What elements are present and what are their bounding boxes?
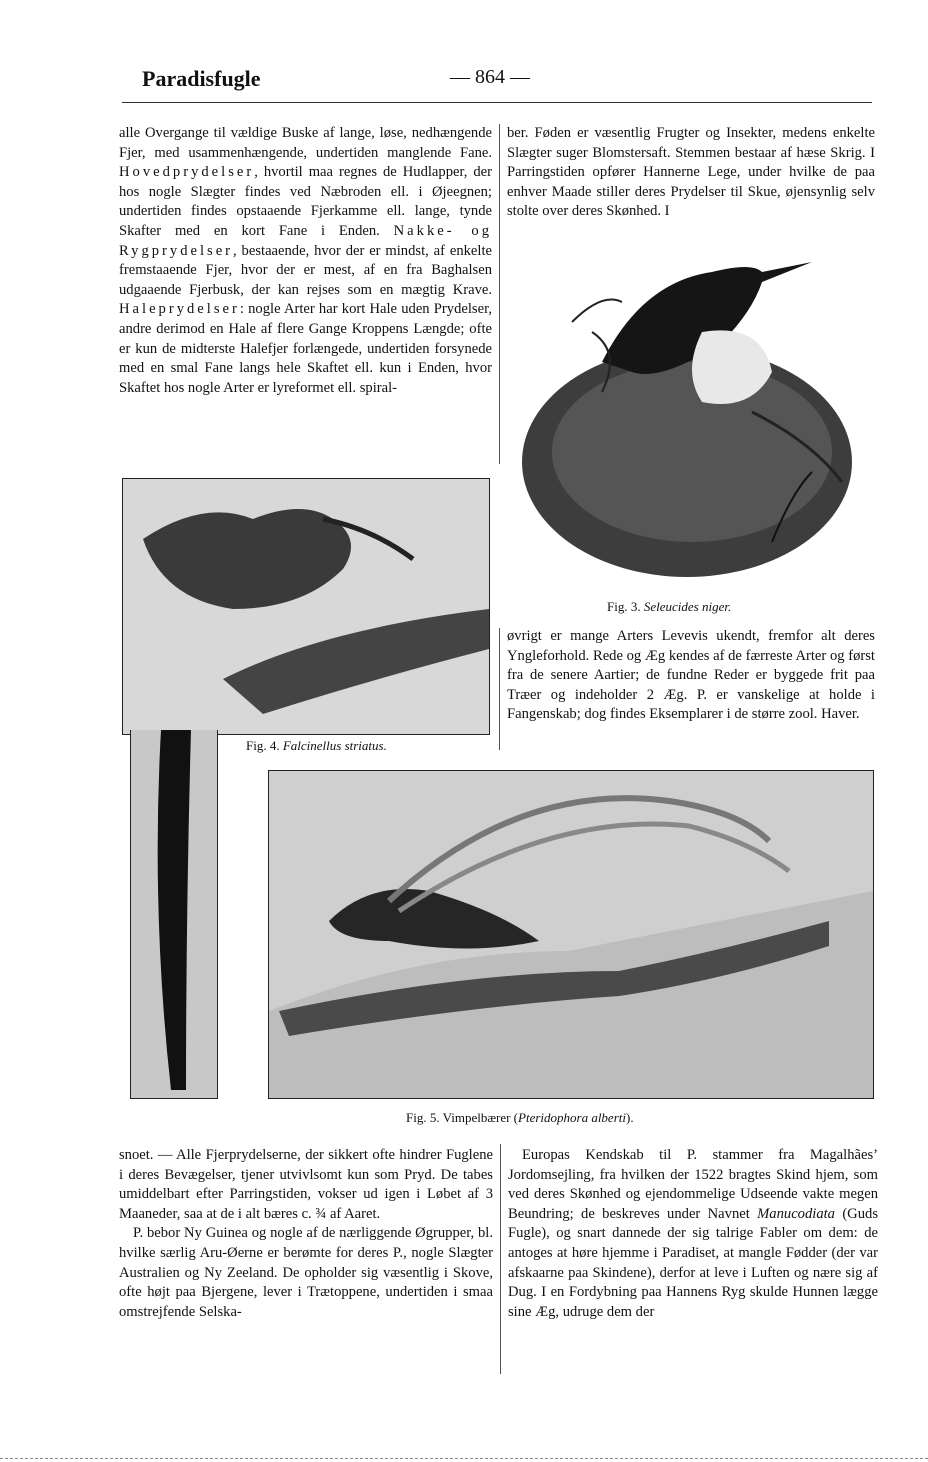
caption-label: Fig. 4. [246,738,280,753]
caption-species: Seleucides niger. [643,599,732,614]
figure-4-photo [122,478,490,735]
text-line: : nogle Arter har kort Hale uden Prydelser, andre derimod en Hale af flere Gange Kroppens Længde; ofte er kun de midterste Halefjer forlængede, undertiden forsynede med en smal Fane langs hele Skaftet ell. kun i Enden, hvor Skaftet hos nogle Arter er lyreformet ell. spiral- [119,301,492,396]
text-line: , hvortil maa regnes de Hudlapper, der hos nogle Slægter findes ved Næbroden ell. i Øjeegnen; undertiden findes opstaaende Fjerkamme ell. lange, tynde Skafter med en kort Fane i Enden. [119,164,492,239]
column-rule [499,124,500,464]
right-column-mid [507,627,875,725]
page-number: — 864 — [450,66,530,88]
caption-label: Fig. 3. [607,599,641,614]
caption-label: Fig. 5. [406,1110,440,1125]
figure-4-tail [130,730,218,1099]
spaced-term: Haleprydelser [119,301,240,318]
body-text-top-left [119,124,492,398]
caption-species: Pteridophora alberti [518,1110,626,1125]
figure-5-photo [268,770,874,1099]
caption-species: Falcinellus striatus. [282,738,387,753]
tail-feathers [131,730,217,1098]
figure-3-caption [607,599,731,615]
pteridophora-alberti-drawing [269,771,873,1098]
text-run: Europas Kendskab til P. stammer fra Magalhães’ Jordomsejling, fra hvilken der 1522 bragtes Skind hjem, som ved deres Skønhed og ejendommelige Udseende vakte megen Beundring; de beskreves under Navnet [508,1147,878,1222]
falcinellus-striatus-drawing [123,479,489,734]
right-column-bottom [508,1146,878,1322]
column-rule [500,1144,501,1374]
italic-term: Manucodiata [757,1205,835,1222]
body-text-bottom-right [508,1146,878,1322]
body-text-top-right: ber. Føden er væsentlig Frugter og Insekter, medens enkelte Slægter suger Blomstersaft. Stemmen bestaar af hæse Skrig. I Parringstiden opfører Hannerne Lege, under hvilke de paa enhver Maade stiller deres Prydelser til Skue, øjensynlig selv stolte over deres Skønhed. I [507,125,875,220]
running-head-title: Paradisfugle [142,66,261,91]
body-text-bottom-left-2: P. bebor Ny Guinea og nogle af de nærliggende Øgrupper, bl. hvilke særlig Aru-Øerne er berømte for deres P., nogle Slægter Australien og Ny Zeeland. De opholder sig væsentlig i Skove, ofte højt paa Bjergene, lever i Trætoppene, undertiden i smaa omstrejfende Selska- [119,1225,493,1320]
right-column-top [507,124,875,222]
header-rule [122,102,872,103]
text-line: undertiden manglende Fane. [315,144,493,161]
text-line: nedhængende Fjer, med usammenhængende, [119,125,492,161]
caption-name: Vimpelbærer ( [442,1110,519,1125]
left-column-bottom [119,1146,493,1322]
figure-3-illustration [512,242,872,592]
page-bottom-rule [0,1458,928,1459]
text-line: , bestaaende, hvor der er mindst, af enkelte fremstaaende Fjer, hvor der er mest, af en fra Baghalsen udgaaende Fjerbusk, der kan rejses som en mægtig Krave. [119,242,492,298]
figure-4-caption [246,738,387,754]
body-text-bottom-left-1: snoet. — Alle Fjerprydelserne, der sikkert ofte hindrer Fuglene i deres Bevægelser, tjener utvivlsomt kun som Pryd. De tabes umiddelbart efter Parringstiden, vokser ud igen i Løbet af 3 Maaneder, saa at de i alt bæres c. ¾ af Aaret. [119,1147,493,1222]
text-run: (Guds Fugle), og snart dannede der sig talrige Fabler om dem: de antoges at høre hjemme i Paradiset, at mangle Fødder (der var afskaarne paa Skindene), derfor at leve i Luften og nære sig af Dug. I en Fordybning paa Hannens Ryg skulde Hunnen lægge sine Æg, udruge dem der [508,1205,878,1320]
spaced-term: Hovedprydelser [119,164,255,181]
column-rule [499,628,500,750]
left-column-top [119,124,492,398]
seleucides-niger-drawing [512,242,872,592]
body-text-mid-right: øvrigt er mange Arters Levevis ukendt, fremfor alt deres Yngleforhold. Rede og Æg kendes af de færreste Arter og først fra de senere Aartier; de fundne Reder er byggede frit paa Træer og indeholder 2 Æg. P. er vanskelige at holde i Fangenskab; dog findes Eksemplarer i de større zool. Haver. [507,628,875,723]
text-line: alle Overgange til vældige Buske af lange, løse, [119,125,407,141]
caption-close: ). [625,1110,634,1125]
figure-5-caption [406,1110,634,1126]
spaced-term: Nakke- og Rygprydelser [119,222,492,259]
